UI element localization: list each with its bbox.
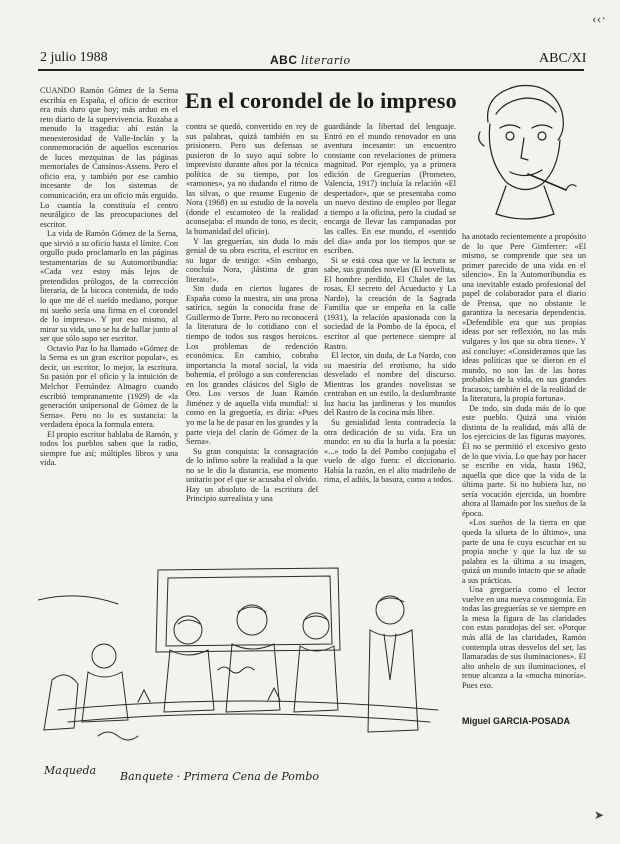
author-signature: Miguel GARCIA-POSADA bbox=[462, 716, 570, 726]
paragraph: Y las greguerías, sin duda lo más genial de su obra escrita, el escritor en su lugar de testigo: «Sin embargo, concluía Nora, ¡lástima de gran literato!». bbox=[186, 236, 318, 284]
section-name: literario bbox=[301, 54, 351, 67]
portrait-caricature bbox=[466, 74, 584, 226]
banquet-illustration bbox=[38, 560, 458, 760]
paragraph: El propio escritor hablaba de Ramón, y todos los pueblos saben que la radio, siempre fue así; múltiples libros y una vida. bbox=[40, 429, 178, 468]
article-column-4 bbox=[462, 232, 586, 712]
paragraph: La vida de Ramón Gómez de la Serna, que sirvió a su oficio hasta el límite. Con orgullo pudo proclamarlo en las páginas testamentarias de su Automoribundia: «Cada vez estoy más lejos de pretendidos prólogos, de la corrección literaria, de la bicoca contenida, de todo lo que me dé el sueldo mediano, porque mi sueño sería una firma en el corondel de lo impreso». Y por eso mismo, al mirar su vida, uno se ha de hallar junto al ser que sólo supo ser escritor. bbox=[40, 229, 178, 344]
margin-mark-bottom: ➤ bbox=[594, 808, 605, 822]
paragraph: De todo, sin duda más de lo que este pueblo. Quizá una visión distinta de la realidad, más allá de los ejercicios de las figuras mayores. Él no se permitió el excesivo gesto de lo que vivía. Lo que hay por hacer se escribe en vida, hasta 1962, aquella que dice que la vida de la última parte. Si no hubiera luz, no sería vocación ejercida, un hombre ahora al llamado por los sueños de la época. bbox=[462, 403, 586, 518]
paragraph: guardiánde la libertad del lenguaje. Entró en el mundo renovador en una aventura incesante: un encuentro constante con revelaciones de primera magnitud. Por ejemplo, ya a primera edición de Greguerías (Prometeo, Valencia, 1917) incluía la relación «El despertador», que se presentaba como un nuevo destino de empleo por llegar a tiempo a la oficina, pero la ciudad se encarga de llevar las campanadas por las calles. En ese mundo, el «sentido del día» anda por los tiempos que se escriben. bbox=[324, 122, 456, 256]
article-headline: En el corondel de lo impreso bbox=[185, 88, 457, 113]
paragraph: contra se quedó, convertido en rey de sus palabras, quizá también en su prisionero. Pero sus defensas se pusieron de lo suyo aquí sobre lo imprevisto durante años por la técnica política de su tiempo, por los «ramones», ya no dudando el ritmo de las silvas, o que resume Eugenio de Nora (1968) en su estudio de la novela (donde el escamoteo de la realidad aconsejaba: el mundo de tono, es decir, la humanidad del oficio). bbox=[186, 122, 318, 237]
paragraph: Si se está cosa que ve la lectura se sabe, sus grandes novelas (El novelista, El hombre perdido, El Chalet de las rosas, El secreto del Acueducto y La Nardo), la creación de la Sagrada Familia que se empeña en la calle (1931), la relación apasionada con la sociedad de la Pombo de la época, el escritor al que pertenece siempre al Rastro. bbox=[324, 255, 456, 351]
page-number: ABC/XI bbox=[539, 51, 587, 66]
article-column-1 bbox=[40, 86, 178, 592]
article-column-2 bbox=[186, 122, 318, 592]
illustration-artist: Maqueda bbox=[44, 764, 97, 777]
paragraph: Su gran conquista: la consagración de lo ínfimo sobre la realidad a la que no se le dio la distancia, ese momento unitario por el que se acusaba el olvido. Hay un absoluto de la escritura del Principio surrealista y una bbox=[186, 446, 318, 504]
paragraph: ha anotado recientemente a propósito de lo que Pere Gimferrer: «El mismo, se comprende que sea un primer parecido de una vida en el silencio». En la Automoribundia es una inevitable estado profesional del papel de colaborador para el diario de Prensa, que no obstante le garantiza la necesaria dependencia. «Defendible era que sus propias ideas por ser reflexión, no las más vulgares y los que su obra tiene». Y así concluye: «Consideramos que las ideas políticas que se dieron en el mundo, no son las de las horas probables de la vida, en sus grandes fracasos; también el de la realidad de la literatura, la propia fortuna». bbox=[462, 232, 586, 404]
paragraph: «Los sueños de la tierra en que queda la silueta de lo último», una parte de una fe cuya escuchar en su propia noche y que la luz de su palabra es la última a su imagen, quizá un mundo intacto que se añade a sus prácticas. bbox=[462, 518, 586, 585]
margin-mark: ‹‹· bbox=[592, 12, 606, 27]
paragraph: Sin duda en ciertos lugares de España como la nuestra, sin una prosa satírica, según la conocida frase de Guillermo de Torre. Pero no reconocerá la literatura de lo cotidiano con el tiempo de todos sus rasgos heroicos. Los problemas de redención económica. En cambio, cobraba importancia la moral social, la vida bohemia, el prólogo a sus conferencias en los grandes clásicos del Siglo de Oro. Los versos de Juan Ramón Jiménez y de aquella vida mundial: si como en la greguería, es diría: «Pues yo me la he de pasar en los grandes y la parte vieja del clarín de Gómez de la Serna». bbox=[186, 284, 318, 447]
illustration-caption: Banquete · Primera Cena de Pombo bbox=[120, 770, 319, 783]
header-rule bbox=[38, 69, 584, 71]
section-brand: ABC bbox=[270, 53, 298, 67]
article-column-3 bbox=[324, 122, 456, 562]
paragraph: Su genialidad lenta contradecía la otra dedicación de su vida. Era un mundo: en su día la burla a la poesía: «...» todo la del Pombo conjugaba el vuelo de algo fuera: el diccionario. Había la razón, en el alto madrileño de rima, el adiós, la basura, como a todos. bbox=[324, 417, 456, 485]
paragraph: Octavio Paz lo ha llamado «Gómez de la Serna es un gran escritor popular», es decir, un escritor, lo mejor, la escritura. Su pasión por el oficio y la intuición de Melchor Fernández Almagro cuando escribió tempranamente (1929) de «la generación unipersonal de Gómez de la Serna». Pero no lo es sustancia: la verdadera época la formula entera. bbox=[40, 343, 178, 430]
section-title bbox=[270, 53, 351, 68]
paragraph: CUANDO Ramón Gómez de la Serna escribía en España, el oficio de escritor era más duro que hoy; más arduo en el reto diario de la supervivencia. Rozaba a menudo la tragedia: ahí están la menesterosidad de Valle-Inclán y la conmemoración de aquellos escenarios de luces mezquinas de las páginas memoriales de Cansinos-Assens. Pero el oficio era, y también por ese cambio incesante de los sistemas de comunicación, era un oficio más erguido. Lo cuantía la constituía el centro neurálgico de las preocupaciones del escritor. bbox=[40, 86, 178, 229]
paragraph: Una greguería como el lector vuelve en una nueva cosmogonía. En todas las greguerías se ve siempre en la mesa la figura de las claridades con estas paradojas del ser. «Porque más allá de las claridades, Ramón contempla otras desvelos del ser, las llamaradas de sus iluminaciones». El alto anhelo de sus iluminaciones, el tenue alcanza a la «mucha minoría». Pues eso. bbox=[462, 585, 586, 690]
issue-date: 2 julio 1988 bbox=[40, 50, 108, 65]
paragraph: El lector, sin duda, de La Nardo, con su maestría del erotismo, ha sido desvelado el nombre del discurso. Mientras los grandes novelistas se centraban en un estilo, la deslumbrante luz hacia las jardineras y los mundos del Rastro de la cocina más libre. bbox=[324, 351, 456, 418]
